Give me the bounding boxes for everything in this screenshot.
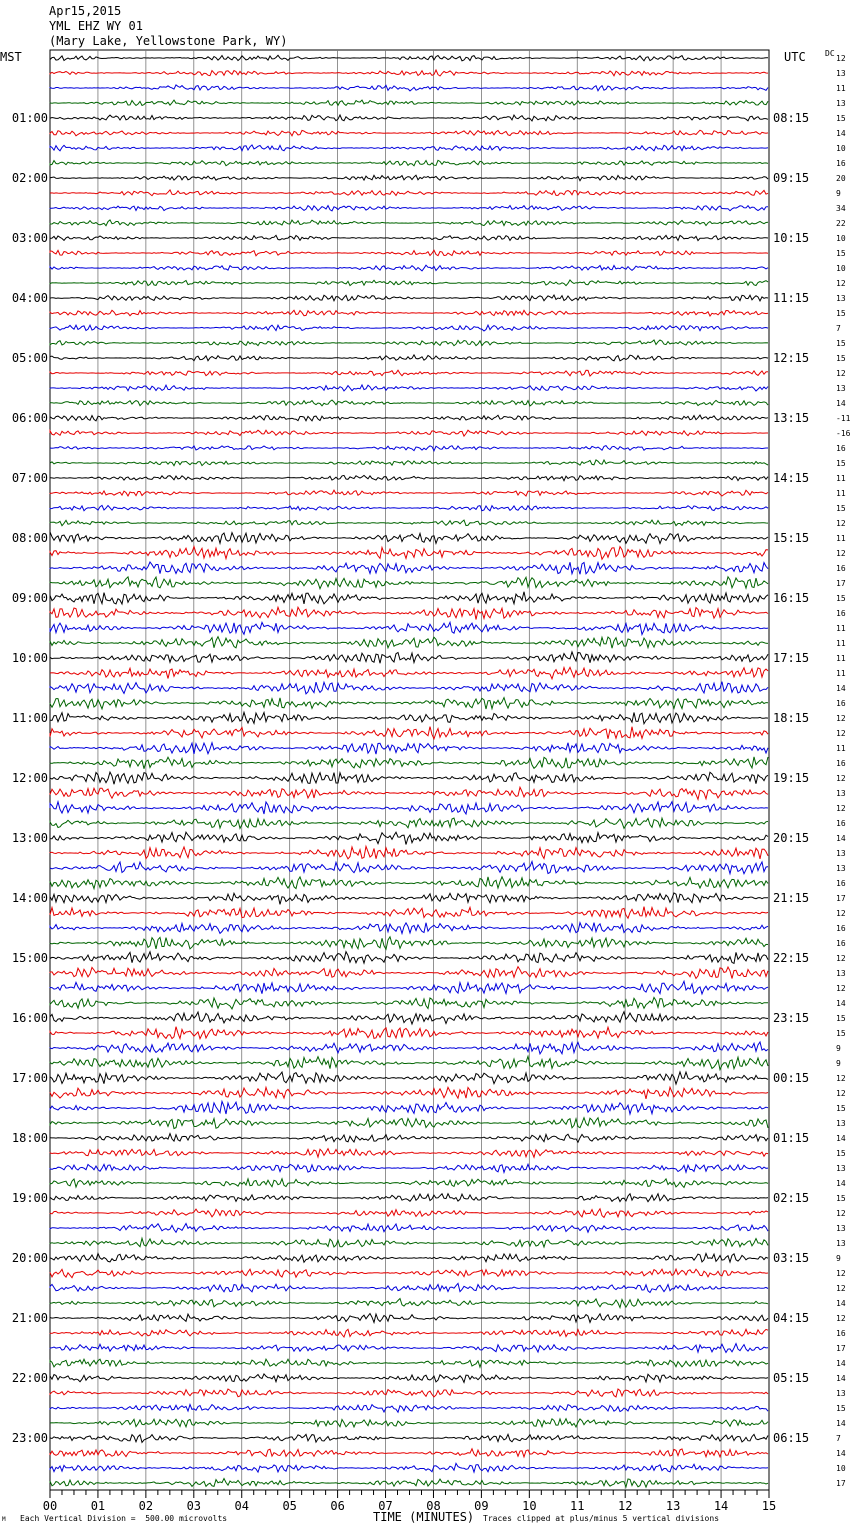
seismic-trace [50,400,768,406]
dc-offset-label: 15 [836,1194,846,1203]
seismic-trace [50,592,768,604]
dc-offset-label: 9 [836,1254,841,1263]
seismic-trace [50,923,768,934]
dc-offset-label: 15 [836,1014,846,1023]
seismic-trace [50,607,768,619]
right-hour-label: 14:15 [773,471,810,485]
left-hour-label: 12:00 [11,771,48,785]
dc-offset-label: 12 [836,1089,846,1098]
left-hour-label: 09:00 [11,591,48,605]
seismic-trace [50,175,768,181]
dc-offset-label: 13 [836,1239,846,1248]
x-tick-label: 11 [570,1499,585,1513]
seismic-trace [50,55,768,61]
dc-offset-label: 14 [836,684,846,693]
seismic-trace [50,1389,768,1397]
dc-offset-label: 12 [836,1314,846,1323]
left-hour-label: 04:00 [11,291,48,305]
seismic-trace [50,280,768,286]
seismic-trace [50,562,768,574]
seismic-trace [50,1179,768,1188]
dc-offset-label: 11 [836,624,846,633]
dc-offset-label: 11 [836,84,846,93]
x-tick-label: 05 [282,1499,297,1513]
right-hour-label: 05:15 [773,1371,810,1385]
seismic-trace [50,1419,768,1427]
seismic-trace [50,370,768,376]
seismic-trace [50,1194,768,1202]
left-hour-label: 23:00 [11,1431,48,1445]
seismic-trace [50,1449,768,1457]
seismic-trace [50,1072,768,1084]
dc-offset-label: 15 [836,1104,846,1113]
left-hour-label: 03:00 [11,231,48,245]
seismic-trace [50,1134,768,1143]
dc-offset-label: 16 [836,609,846,618]
seismic-trace [50,877,768,889]
dc-offset-label: 12 [836,984,846,993]
dc-offset-label: 16 [836,699,846,708]
seismic-trace [50,70,768,76]
seismic-trace [50,846,768,859]
left-timezone-label: MST [0,50,22,64]
dc-offset-label: 15 [836,1149,846,1158]
seismic-trace [50,862,768,874]
seismic-trace [50,1224,768,1233]
seismic-trace [50,325,768,331]
dc-offset-label: 12 [836,729,846,738]
dc-offset-label: 13 [836,1164,846,1173]
dc-offset-label: 11 [836,744,846,753]
x-tick-label: 01 [90,1499,106,1513]
dc-offset-label: 7 [836,1434,841,1443]
seismic-trace [50,698,768,709]
dc-offset-label: 15 [836,504,846,513]
corner-mark: M [2,1516,6,1523]
seismic-trace [50,145,768,151]
left-hour-label: 07:00 [11,471,48,485]
dc-offset-label: 14 [836,1134,846,1143]
dc-offset-label: 13 [836,99,846,108]
dc-offset-label: 9 [836,189,841,198]
seismic-trace [50,1434,768,1442]
dc-offset-label: 14 [836,1179,846,1188]
right-hour-label: 13:15 [773,411,810,425]
seismic-trace [50,340,768,346]
seismic-trace [50,355,768,361]
seismic-trace [50,250,768,256]
seismic-trace [50,505,768,510]
seismic-trace [50,1254,768,1263]
dc-offset-label: 16 [836,924,846,933]
seismic-trace [50,818,768,828]
seismic-trace [50,802,768,814]
dc-offset-label: 14 [836,399,846,408]
right-hour-label: 15:15 [773,531,810,545]
seismic-trace [50,265,768,271]
right-hour-label: 04:15 [773,1311,810,1325]
seismic-trace [50,967,768,979]
chart-location: (Mary Lake, Yellowstone Park, WY) [49,34,288,48]
dc-offset-label: 13 [836,294,846,303]
dc-offset-label: 12 [836,369,846,378]
seismic-trace [50,1164,768,1172]
dc-offset-label: 16 [836,879,846,888]
dc-offset-label: 22 [836,219,846,228]
right-hour-label: 12:15 [773,351,810,365]
vertical-division-note: Each Vertical Division = 500.00 microvolts [20,1514,228,1523]
dc-offset-label: 13 [836,69,846,78]
dc-offset-label: 11 [836,639,846,648]
dc-offset-label: 12 [836,279,846,288]
right-hour-label: 17:15 [773,651,810,665]
seismic-trace [50,1149,768,1158]
seismic-trace [50,1087,768,1099]
dc-offset-label: 13 [836,384,846,393]
dc-offset-label: 14 [836,1419,846,1428]
left-hour-label: 01:00 [11,111,48,125]
dc-offset-label: 13 [836,1224,846,1233]
dc-offset-label: 17 [836,1479,846,1488]
right-hour-label: 09:15 [773,171,810,185]
seismic-trace [50,1374,768,1383]
seismic-trace [50,577,768,589]
chart-title: YML EHZ WY 01 [49,19,143,33]
seismic-trace [50,1283,768,1292]
seismic-trace [50,532,768,544]
seismic-trace [50,475,768,480]
seismic-trace [50,446,768,451]
seismic-trace [50,1042,768,1054]
left-hour-label: 05:00 [11,351,48,365]
left-hour-label: 22:00 [11,1371,48,1385]
seismic-trace [50,937,768,950]
seismic-trace [50,206,768,211]
x-tick-label: 00 [42,1499,58,1513]
seismic-trace [50,1209,768,1218]
seismic-trace [50,652,768,663]
dc-offset-label: 11 [836,654,846,663]
dc-offset-label: 14 [836,1449,846,1458]
dc-offset-label: 15 [836,594,846,603]
dc-offset-label: 15 [836,1029,846,1038]
seismic-trace [50,712,768,723]
dc-offset-label: 12 [836,54,846,63]
left-hour-label: 02:00 [11,171,48,185]
dc-offset-label: 15 [836,354,846,363]
dc-offset-label: 12 [836,714,846,723]
right-hour-label: 08:15 [773,111,810,125]
seismic-trace [50,682,768,694]
dc-offset-label: 11 [836,489,846,498]
dc-offset-label: 13 [836,864,846,873]
right-hour-label: 21:15 [773,891,810,905]
dc-offset-label: 13 [836,789,846,798]
dc-offset-label: 16 [836,159,846,168]
seismic-trace [50,1463,768,1472]
dc-offset-label: -16 [836,429,850,438]
seismic-trace [50,85,768,91]
x-tick-label: 13 [665,1499,681,1513]
chart-date: Apr15,2015 [49,4,122,18]
x-tick-label: 14 [713,1499,729,1513]
dc-offset-label: 13 [836,1389,846,1398]
seismic-trace [50,952,768,964]
dc-offset-label: 15 [836,309,846,318]
seismic-trace [50,907,768,919]
clipping-note: Traces clipped at plus/minus 5 vertical divisions [483,1514,720,1523]
x-tick-label: 08 [426,1499,441,1513]
seismic-trace [50,415,768,421]
plot-frame [50,50,769,1490]
seismic-trace [50,160,768,166]
seismic-trace [50,981,768,994]
dc-offset-label: 12 [836,954,846,963]
dc-offset-label: 16 [836,939,846,948]
seismic-trace [50,1056,768,1069]
seismic-trace [50,295,768,301]
dc-offset-label: 10 [836,1464,846,1473]
dc-offset-label: 12 [836,804,846,813]
seismic-trace [50,100,768,105]
seismic-trace [50,1238,768,1247]
right-hour-label: 18:15 [773,711,810,725]
seismic-trace [50,1329,768,1337]
dc-offset-label: 11 [836,474,846,483]
dc-offset-label: 10 [836,144,846,153]
x-tick-label: 04 [234,1499,249,1513]
right-hour-label: 01:15 [773,1131,810,1145]
x-tick-label: 02 [138,1499,154,1513]
seismic-trace [50,490,768,496]
seismic-trace [50,1344,768,1353]
right-hour-label: 22:15 [773,951,810,965]
right-hour-label: 19:15 [773,771,810,785]
x-tick-label: 12 [617,1499,633,1513]
dc-offset-label: -11 [836,414,850,423]
left-hour-label: 08:00 [11,531,48,545]
dc-offset-label: 15 [836,339,846,348]
seismic-trace [50,235,768,240]
left-hour-label: 10:00 [11,651,48,665]
seismic-trace [50,1027,768,1039]
dc-offset-label: 7 [836,324,841,333]
dc-offset-label: 16 [836,564,846,573]
seismic-trace [50,757,768,769]
left-hour-label: 15:00 [11,951,48,965]
x-tick-label: 10 [522,1499,537,1513]
dc-offset-label: 12 [836,909,846,918]
dc-offset-label: 13 [836,849,846,858]
dc-offset-label: 15 [836,459,846,468]
seismic-trace [50,667,768,679]
right-hour-label: 23:15 [773,1011,810,1025]
dc-offset-label: 12 [836,774,846,783]
dc-offset-label: 17 [836,1344,846,1353]
left-hour-label: 20:00 [11,1251,48,1265]
left-hour-label: 19:00 [11,1191,48,1205]
x-tick-label: 09 [474,1499,489,1513]
right-hour-label: 00:15 [773,1071,810,1085]
dc-offset-label: 11 [836,669,846,678]
seismic-trace [50,787,768,799]
dc-offset-label: 12 [836,1074,846,1083]
seismic-trace [50,1269,768,1278]
seismic-trace [50,772,768,784]
dc-offset-label: 14 [836,834,846,843]
dc-offset-label: 20 [836,174,846,183]
dc-offset-label: 14 [836,1359,846,1368]
seismic-trace [50,743,768,754]
left-hour-label: 11:00 [11,711,48,725]
seismic-trace [50,1118,768,1129]
x-tick-label: 15 [761,1499,777,1513]
right-hour-label: 11:15 [773,291,810,305]
dc-offset-label: 12 [836,1209,846,1218]
seismic-trace [50,1405,768,1413]
dc-offset-label: 16 [836,819,846,828]
dc-offset-label: 12 [836,1284,846,1293]
seismic-trace [50,430,768,436]
left-hour-label: 18:00 [11,1131,48,1145]
dc-offset-label: 14 [836,129,846,138]
left-hour-label: 14:00 [11,891,48,905]
dc-offset-label: 14 [836,1374,846,1383]
right-hour-label: 02:15 [773,1191,810,1205]
dc-offset-label: 14 [836,1299,846,1308]
right-hour-label: 16:15 [773,591,810,605]
dc-offset-label: 16 [836,1329,846,1338]
seismic-trace [50,1012,768,1024]
seismic-trace [50,190,768,196]
dc-offset-label: 10 [836,234,846,243]
x-tick-label: 06 [330,1499,345,1513]
seismic-trace [50,1359,768,1367]
left-hour-label: 13:00 [11,831,48,845]
seismic-trace [50,1101,768,1114]
dc-offset-label: 12 [836,1269,846,1278]
dc-offset-label: 13 [836,1119,846,1128]
x-tick-label: 03 [186,1499,202,1513]
dc-offset-label: 34 [836,204,846,213]
dc-offset-label: 17 [836,579,846,588]
right-timezone-label: UTC [784,50,806,64]
seismic-trace [50,385,768,391]
seismic-trace [50,520,768,526]
seismic-trace [50,637,768,649]
dc-offset-label: 11 [836,534,846,543]
left-hour-label: 16:00 [11,1011,48,1025]
dc-offset-label: 15 [836,1404,846,1413]
dc-offset-label: 9 [836,1044,841,1053]
right-hour-label: 06:15 [773,1431,810,1445]
seismic-trace [50,310,768,316]
left-hour-label: 06:00 [11,411,48,425]
seismic-trace [50,622,768,634]
right-hour-label: 20:15 [773,831,810,845]
dc-offset-label: 13 [836,969,846,978]
right-hour-label: 10:15 [773,231,810,245]
dc-offset-label: 16 [836,444,846,453]
seismic-trace [50,1299,768,1308]
seismic-trace [50,115,768,121]
seismic-trace [50,727,768,739]
x-tick-label: 07 [378,1499,393,1513]
dc-offset-label: 17 [836,894,846,903]
dc-offset-label: 12 [836,519,846,528]
seismic-trace [50,130,768,136]
dc-offset-label: 15 [836,249,846,258]
left-hour-label: 17:00 [11,1071,48,1085]
seismic-trace [50,997,768,1009]
dc-header-label: DC [825,49,835,58]
seismic-trace [50,547,768,560]
dc-offset-label: 9 [836,1059,841,1068]
left-hour-label: 21:00 [11,1311,48,1325]
dc-offset-label: 16 [836,759,846,768]
seismic-trace [50,460,768,466]
right-hour-label: 03:15 [773,1251,810,1265]
seismic-trace [50,1314,768,1323]
dc-offset-label: 15 [836,114,846,123]
x-axis-label: TIME (MINUTES) [373,1510,475,1524]
dc-offset-label: 12 [836,549,846,558]
seismic-trace [50,1479,768,1488]
seismic-trace [50,893,768,904]
seismic-trace [50,832,768,844]
dc-offset-label: 10 [836,264,846,273]
dc-offset-label: 14 [836,999,846,1008]
seismic-trace [50,220,768,226]
